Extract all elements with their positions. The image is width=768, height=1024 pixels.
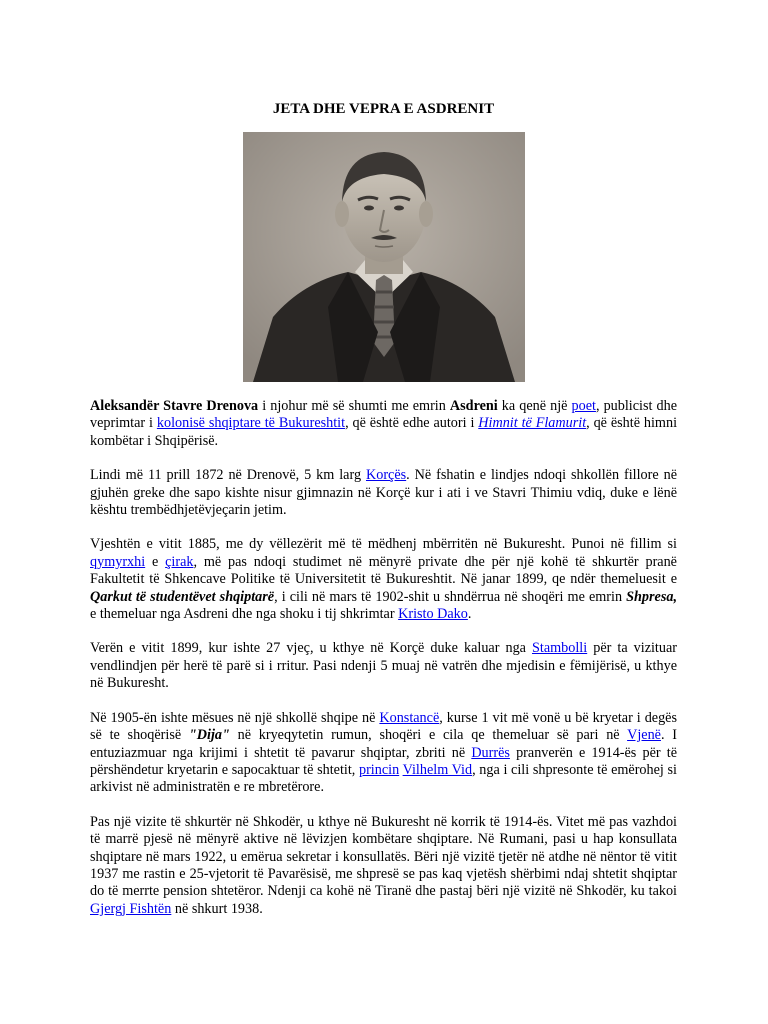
link-qymyrxhi[interactable]: qymyrxhi (90, 553, 146, 570)
link-vjene[interactable]: Vjenë (627, 727, 661, 744)
link-konstance[interactable]: Konstancë (379, 709, 440, 726)
paragraph-teacher: Në 1905-ën ishte mësues në një shkollë shqipe në Konstancë, kurse 1 vit më vonë u bë kryetar i degës së te shoqërisë "Dija" në kryeqytetin rumun, shoqëri e cila qe themeluar së pari në Vjenë. I entuziazmuar nga krijimi i shtetit të pavarur shqiptar, zbriti në Durrës pranverën e 1914-ës për të përshëndetur kryetarin e sapocaktuar të shtetit, princin Vilhelm Vid, nga i cili shpresonte të emërohej si arkivist në administratën e re mbretërore. (90, 709, 677, 796)
shpresa-name: Shpresa, (626, 588, 677, 605)
document-title: JETA DHE VEPRA E ASDRENIT (272, 101, 495, 117)
subject-alias: Asdreni (449, 398, 498, 414)
link-fishta[interactable]: Gjergj Fishtën (90, 900, 172, 917)
document-page (90, 98, 677, 935)
link-stamboll[interactable]: Stambolli (532, 640, 588, 657)
dija-name: "Dija" (188, 727, 230, 744)
link-vilhelm-vid[interactable]: Vilhelm Vid (402, 761, 473, 778)
paragraph-intro: Aleksandër Stavre Drenova i njohur më së shumti me emrin Asdreni ka qenë një poet, publicist dhe veprimtar i kolonisë shqiptare të Bukureshtit, që është edhe autori i Himnit të Flamurit, që është himni kombëtar i Shqipërisë. (90, 398, 678, 449)
link-poet[interactable]: poet (571, 398, 596, 414)
subject-name: Aleksandër Stavre Drenova (90, 398, 259, 414)
portrait-photo (243, 132, 525, 382)
link-hymn[interactable]: Himnit të Flamurit (478, 415, 587, 432)
paragraph-bucharest: Vjeshtën e vitit 1885, me dy vëllezërit më të mëdhenj mbërritën në Bukuresht. Punoi në fillim si qymyrxhi e çirak, më pas ndoqi studimet në mënyrë private dhe për një kohë të shkurtër pranë Fakultetit të Shkencave Politike të Universitetit të Bukureshtit. Në janar 1899, qe ndër themeluesit e Qarkut të studentëvet shqiptarë, i cili në mars të 1902-shit u shndërrua në shoqëri me emrin Shpresa, e themeluar nga Asdreni dhe nga shoku i tij shkrimtar Kristo Dako. (90, 536, 677, 623)
paragraph-return: Verën e vitit 1899, kur ishte 27 vjeç, u kthye në Korçë duke kaluar nga Stambolli për ta vizituar vendlindjen për herë të parë si i rritur. Pasi ndenji 5 muaj në vatrën dhe mjedisin e fëmijërisë, u kthye në Bukuresht. (90, 640, 677, 692)
link-princ[interactable]: princin (358, 761, 400, 778)
paragraph-later-years: Pas një vizite të shkurtër në Shkodër, u kthye në Bukuresht në korrik të 1914-ës. Vitet më pas vazhdoi të marrë pjesë në mënyrë aktive në lëvizjen kombëtare shqiptare. Në Rumani, pasi u hap konsullata shqiptare në mars 1922, u emërua sekretar i konsullatës. Bëri një vizitë tjetër në atdhe në nëntor të vitit 1937 me rastin e 25-vjetorit të Pavarësisë, me shpresë se pas kaq vjetësh shërbimi ndaj shtetit shqiptar do të merrte pension shtetëror. Ndenji ca kohë në Tiranë dhe pastaj bëri një vizitë në Shkodër, ku takoi Gjergj Fishtën në shkurt 1938. (90, 813, 677, 917)
link-korce[interactable]: Korçës (365, 467, 407, 484)
link-kristo-dako[interactable]: Kristo Dako (398, 606, 468, 623)
paragraph-birth: Lindi më 11 prill 1872 në Drenovë, 5 km larg Korçës. Në fshatin e lindjes ndoqi shkollën fillore në gjuhën greke dhe sapo kishte nisur gjimnazin në Korçë kur i ati i ve Stavri Thimiu vdiq, duke e lënë kështu trembëdhjetëvjeçarin jetim. (90, 467, 677, 519)
link-cirak[interactable]: çirak (165, 553, 194, 570)
link-colony[interactable]: kolonisë shqiptare të Bukureshtit (156, 415, 346, 432)
qarku-name: Qarkut të studentëvet shqiptarë (90, 588, 275, 605)
link-durres[interactable]: Durrës (471, 744, 510, 761)
